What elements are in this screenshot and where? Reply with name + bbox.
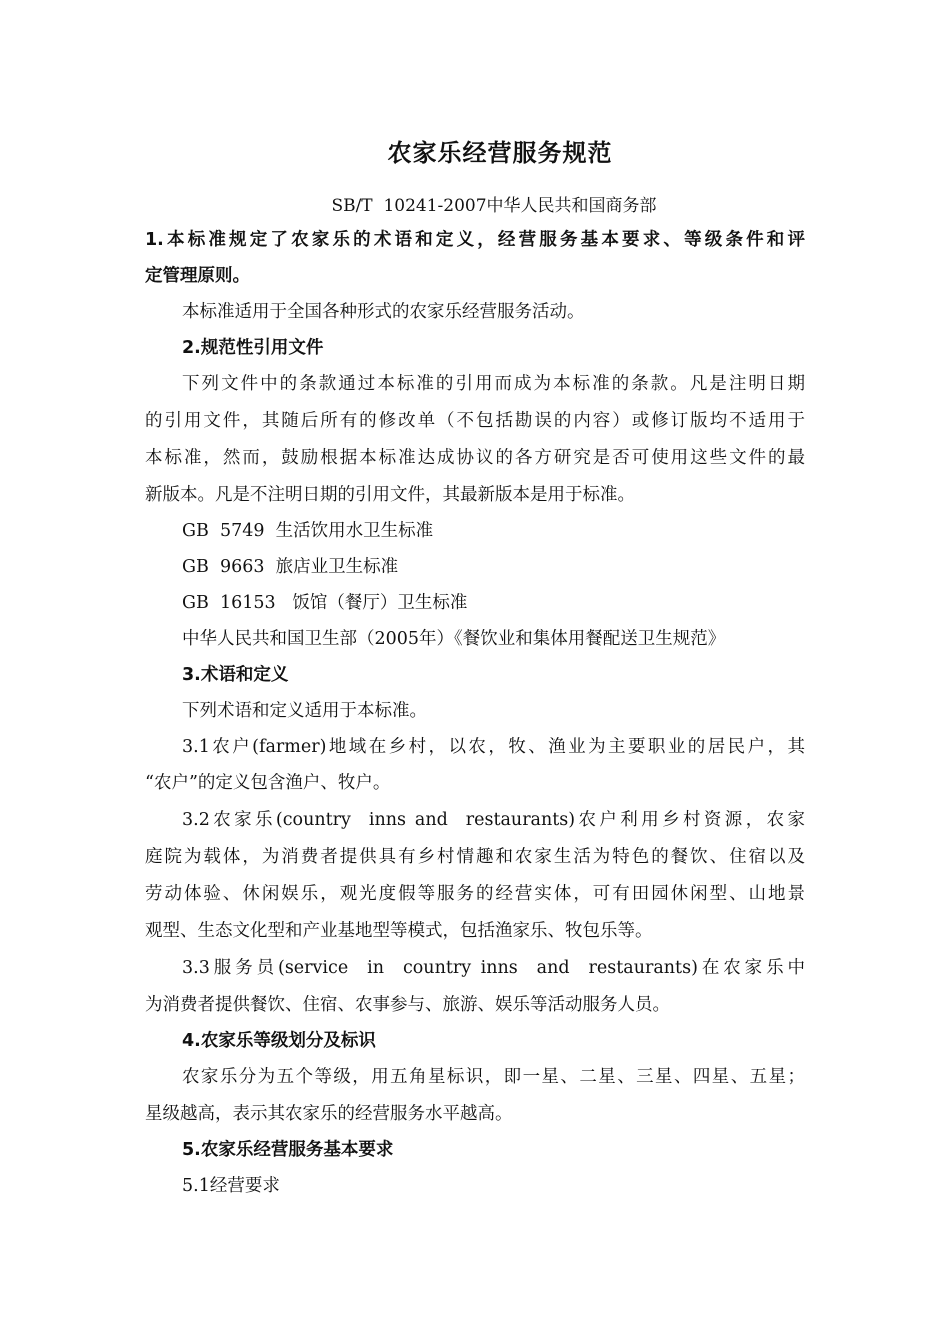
reference-gb16153: GB 16153 饭馆（餐厅）卫生标准 xyxy=(182,593,468,613)
document-subtitle: SB/T 10241-2007中华人民共和国商务部 xyxy=(331,196,657,216)
reference-ministry-health: 中华人民共和国卫生部（2005年）《餐饮业和集体用餐配送卫生规范》 xyxy=(182,629,726,649)
references-paragraph-line-3: 本标准，然而，鼓励根据本标准达成协议的各方研究是否可使用这些文件的最 xyxy=(145,448,805,468)
term-3-2-line-3: 劳动体验、休闲娱乐，观光度假等服务的经营实体，可有田园休闲型、山地景 xyxy=(145,884,805,904)
section-5-heading: 5.农家乐经营服务基本要求 xyxy=(182,1140,394,1160)
section-1-line-1: 1.本标准规定了农家乐的术语和定义，经营服务基本要求、等级条件和评 xyxy=(145,230,805,250)
term-3-1-line-1: 3.1农户(farmer)地域在乡村，以农，牧、渔业为主要职业的居民户，其 xyxy=(182,737,805,757)
terms-intro: 下列术语和定义适用于本标准。 xyxy=(182,701,427,721)
term-3-3-line-1: 3.3服务员(service in country inns and restaurants)在农家乐中 xyxy=(182,958,805,978)
grading-line-2: 星级越高，表示其农家乐的经营服务水平越高。 xyxy=(145,1104,513,1124)
reference-gb5749: GB 5749 生活饮用水卫生标准 xyxy=(182,521,434,541)
section-2-heading: 2.规范性引用文件 xyxy=(182,338,324,358)
references-paragraph-line-4: 新版本。凡是不注明日期的引用文件，其最新版本是用于标准。 xyxy=(145,485,635,505)
scope-paragraph: 本标准适用于全国各种形式的农家乐经营服务活动。 xyxy=(182,302,585,322)
references-paragraph-line-1: 下列文件中的条款通过本标准的引用而成为本标准的条款。凡是注明日期 xyxy=(182,374,805,394)
term-3-1-line-2: “农户”的定义包含渔户、牧户。 xyxy=(145,773,391,793)
term-3-2-line-2: 庭院为载体，为消费者提供具有乡村情趣和农家生活为特色的餐饮、住宿以及 xyxy=(145,847,805,867)
term-3-2-line-1: 3.2农家乐(country inns and restaurants)农户利用乡村资源，农家 xyxy=(182,810,805,830)
section-1-line-2: 定管理原则。 xyxy=(145,266,250,286)
term-3-3-line-2: 为消费者提供餐饮、住宿、农事参与、旅游、娱乐等活动服务人员。 xyxy=(145,995,670,1015)
reference-gb9663: GB 9663 旅店业卫生标准 xyxy=(182,557,399,577)
term-3-2-line-4: 观型、生态文化型和产业基地型等模式，包括渔家乐、牧包乐等。 xyxy=(145,921,653,941)
subsection-5-1-heading: 5.1经营要求 xyxy=(182,1176,280,1196)
section-3-heading: 3.术语和定义 xyxy=(182,665,289,685)
section-4-heading: 4.农家乐等级划分及标识 xyxy=(182,1031,376,1051)
grading-line-1: 农家乐分为五个等级，用五角星标识，即一星、二星、三星、四星、五星； xyxy=(182,1067,805,1087)
document-title: 农家乐经营服务规范 xyxy=(387,139,613,167)
references-paragraph-line-2: 的引用文件，其随后所有的修改单（不包括勘误的内容）或修订版均不适用于 xyxy=(145,411,805,431)
